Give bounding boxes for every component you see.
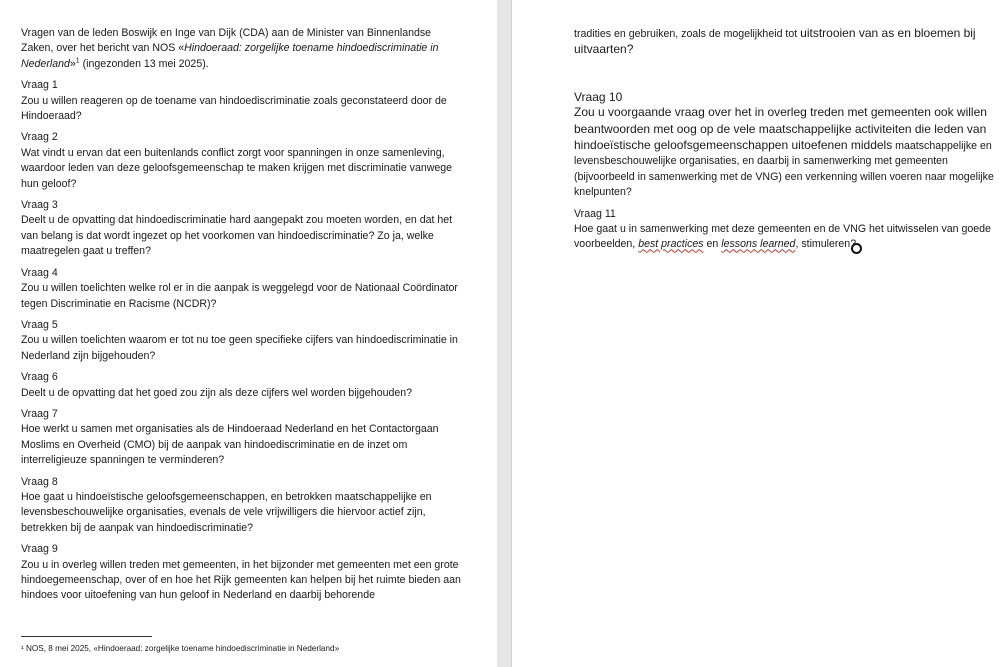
question-title: Vraag 10 xyxy=(574,89,623,104)
question-9 xyxy=(21,542,461,604)
footnote-separator xyxy=(21,636,152,637)
question-1 xyxy=(21,78,461,124)
question-text: Hoe werkt u samen met organisaties als de Hindoeraad Nederland en het Contactorgaan Moslims en Overheid (CMO) bij de aanpak van hindoediscriminatie en de inzet om interreligieuze spanningen te verminderen? xyxy=(21,423,439,467)
intro-prefix: Vragen van de leden Boswijk en Inge van Dijk (CDA) aan de Minister van Binnenlandse Zaken, over het bericht van NOS « xyxy=(21,27,432,55)
spellcheck-word-best-practices[interactable]: best practices xyxy=(638,238,704,251)
question-text: Zou u willen toelichten waarom er tot nu toe geen specifieke cijfers van hindoediscriminatie in Nederland zijn bijgehouden? xyxy=(21,334,458,362)
question-11 xyxy=(574,207,994,253)
question-text-a: Hoe gaat u in samenwerking met deze gemeenten en de VNG het uitwisselen van goede voorbeelden, xyxy=(574,223,991,251)
question-title: Vraag 2 xyxy=(21,131,58,144)
question-title: Vraag 6 xyxy=(21,371,58,384)
question-8 xyxy=(21,475,461,537)
spellcheck-word-lessons-learned[interactable]: lessons learned xyxy=(721,238,796,251)
question-3 xyxy=(21,198,461,260)
question-text: Zou u willen toelichten welke rol er in die aanpak is weggelegd voor de Nationaal Coördinator tegen Discriminatie en Racisme (NCDR)? xyxy=(21,282,458,310)
question-text-c: , stimuleren? xyxy=(795,238,857,251)
cursor-circle-icon xyxy=(851,243,862,254)
question-title: Vraag 1 xyxy=(21,79,58,92)
question-text-rest: maatschappelijke en levensbeschouwelijke organisaties, en daarbij in samenwerking met gemeenten (bijvoorbeeld in samenwerking met de VNG) een verkenning willen voeren naar mogelijke knelpunten? xyxy=(574,140,994,199)
question-text: Hoe gaat u hindoeïstische geloofsgemeenschappen, en betrokken maatschappelijke en levensbeschouwelijke organisaties, evenals de vele vrijwilligers die hiervoor actief zijn, betrekken bij de aanpak van hindoediscriminatie? xyxy=(21,490,432,534)
question-title: Vraag 7 xyxy=(21,407,58,420)
intro-date: (ingezonden 13 mei 2025). xyxy=(79,57,209,70)
question-column-left xyxy=(21,26,461,610)
question-title: Vraag 5 xyxy=(21,318,58,331)
question-text: Zou u willen reageren op de toename van hindoediscriminatie zoals geconstateerd door de Hindoeraad? xyxy=(21,94,447,123)
question-column-right xyxy=(574,26,994,259)
question-10 xyxy=(574,90,994,201)
document-page-right xyxy=(511,0,1000,667)
question-text: Wat vindt u ervan dat een buitenlands conflict zorgt voor spanningen in onze samenleving, waardoor leden van deze geloofsgemeenschap te maken krijgen met discriminatie vanwege hun geloof? xyxy=(21,146,453,190)
continuation-text-part2: uitstrooien van as en bloemen bij uitvaarten? xyxy=(574,26,976,57)
question-title: Vraag 3 xyxy=(21,199,58,212)
footnote-reference[interactable]: 1 xyxy=(75,57,80,65)
document-page-left xyxy=(0,0,497,667)
question-4 xyxy=(21,266,461,312)
question-6 xyxy=(21,370,461,401)
question-title: Vraag 9 xyxy=(21,543,58,556)
question-text xyxy=(574,105,994,200)
question-2 xyxy=(21,130,461,192)
question-title: Vraag 4 xyxy=(21,266,58,279)
question-text: Deelt u de opvatting dat hindoediscriminatie hard aangepakt zou moeten worden, en dat het van belang is dat wordt ingezet op het voorkomen van hindoediscriminatie? Zo ja, welke maatregelen gaat u treffen? xyxy=(21,214,453,258)
question-text: Zou u in overleg willen treden met gemeenten, in het bijzonder met gemeenten met een grote hindoegemeenschap, over of en hoe het Rijk gemeenten kan helpen bij het ruimte bieden aan hindoes voor uitoefening van hun geloof in Nederland en daarbij behorende xyxy=(21,558,461,602)
question-5 xyxy=(21,318,461,364)
question-text xyxy=(574,222,994,253)
intro-paragraph xyxy=(21,26,461,72)
question-title: Vraag 8 xyxy=(21,475,58,488)
question-7 xyxy=(21,407,461,469)
intro-article-title: Hindoeraad: zorgelijke toename hindoediscriminatie in Nederland xyxy=(21,42,439,70)
question-title: Vraag 11 xyxy=(574,207,616,220)
footnote-text: ¹ NOS, 8 mei 2025, «Hindoeraad: zorgelijke toename hindoediscriminatie in Nederland» xyxy=(21,644,340,653)
question-text-b: en xyxy=(703,238,722,251)
continuation-text-part1: tradities en gebruiken, zoals de mogelijkheid tot xyxy=(574,28,801,40)
intro-suffix: » xyxy=(69,57,76,70)
question-text: Deelt u de opvatting dat het goed zou zijn als deze cijfers wel worden bijgehouden? xyxy=(21,386,413,399)
question-text-large: Zou u voorgaande vraag over het in overleg treden met gemeenten ook willen beantwoorden met oog op de vele maatschappelijke activiteiten die leden van hindoeïstische geloofsgemeenschappen uitoefenen middels xyxy=(574,105,987,153)
question-9-continuation xyxy=(574,26,994,59)
